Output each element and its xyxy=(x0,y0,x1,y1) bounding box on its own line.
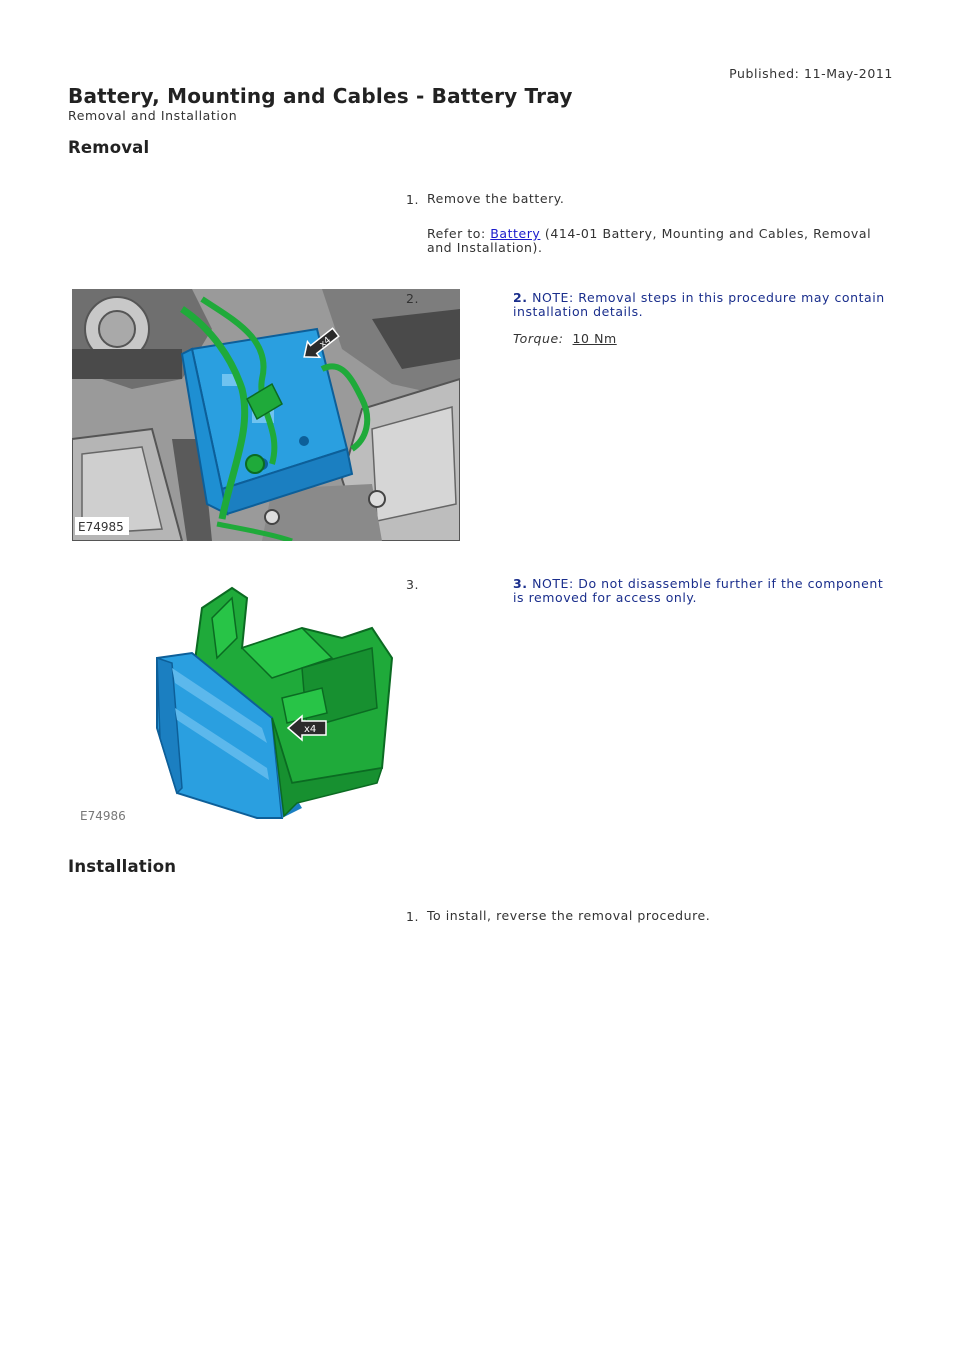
step-text: To install, reverse the removal procedure. xyxy=(427,908,711,923)
page-title: Battery, Mounting and Cables - Battery Tray xyxy=(68,84,573,108)
torque-spec xyxy=(513,332,617,346)
torque-value: 10 Nm xyxy=(572,331,617,346)
step-number: 1. xyxy=(406,909,419,924)
figure-callout: x4 xyxy=(304,724,317,735)
published-date: Published: 11-May-2011 xyxy=(729,66,893,81)
step-2-note xyxy=(513,291,893,305)
refer-prefix: Refer to: xyxy=(427,226,491,241)
step-3-bold: 3. xyxy=(513,576,528,591)
step-3-note xyxy=(513,577,893,591)
torque-label: Torque: xyxy=(513,331,564,346)
refer-suffix-2: and Installation). xyxy=(427,240,543,255)
engine-bay-illustration xyxy=(72,289,460,541)
refer-to xyxy=(427,227,897,255)
step-number: 3. xyxy=(406,577,419,592)
page-subtitle: Removal and Installation xyxy=(68,108,238,123)
step-text: Remove the battery. xyxy=(427,191,565,206)
figure-id: E74985 xyxy=(78,520,124,534)
figure-id: E74986 xyxy=(80,809,126,823)
refer-suffix-1: (414-01 Battery, Mounting and Cables, Removal xyxy=(540,226,872,241)
note-line-2: installation details. xyxy=(513,304,644,319)
step-2-bold: 2. xyxy=(513,290,528,305)
note-line-2: is removed for access only. xyxy=(513,590,698,605)
figure-battery-tray-installed xyxy=(72,289,460,541)
installation-heading: Installation xyxy=(68,857,177,876)
battery-link[interactable]: Battery xyxy=(490,226,541,241)
step-number: 1. xyxy=(406,192,419,207)
removal-heading: Removal xyxy=(68,138,150,157)
battery-tray-illustration xyxy=(72,568,460,830)
step-number: 2. xyxy=(406,291,419,306)
figure-callout: x4 xyxy=(318,335,333,351)
note-line-1: NOTE: Do not disassemble further if the component xyxy=(527,576,884,591)
figure-battery-tray-removed xyxy=(72,568,460,830)
note-line-1: NOTE: Removal steps in this procedure may contain xyxy=(527,290,885,305)
